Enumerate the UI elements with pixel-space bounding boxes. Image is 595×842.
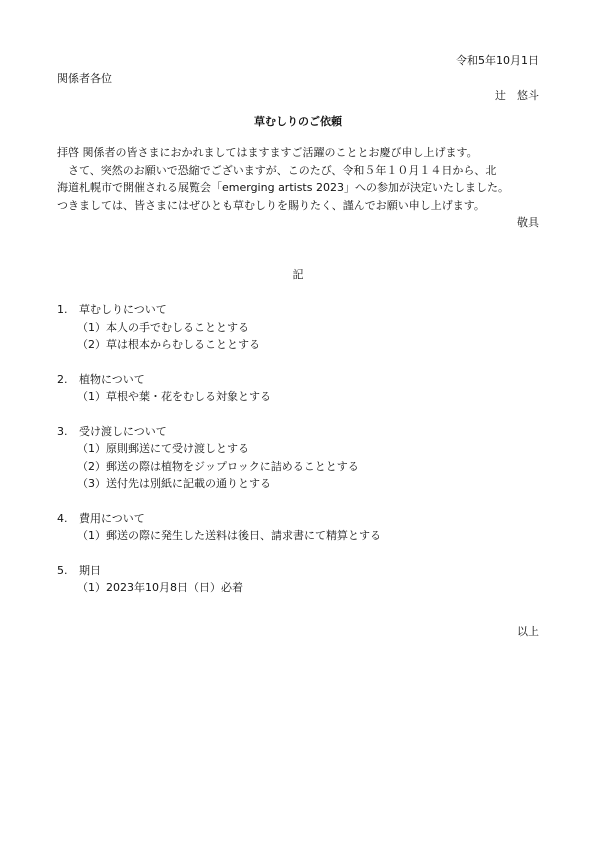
sender-name: 辻 悠斗: [495, 89, 539, 103]
body-line: さて、突然のお願いで恐縮でございますが、このたび、令和５年１０月１４日から、北: [57, 163, 497, 177]
section-heading: [57, 562, 539, 580]
section-number: 2.: [57, 372, 68, 386]
letter-body: [57, 144, 539, 214]
addressee: 関係者各位: [57, 71, 112, 85]
section-title: 受け渡しについて: [79, 424, 167, 438]
sub-item: （1）郵送の際に発生した送料は後日、請求書にて精算とする: [77, 529, 381, 543]
section-5: [57, 562, 539, 597]
section-heading: [57, 423, 539, 441]
section-1: [57, 301, 539, 354]
document-date: 令和5年10月1日: [456, 54, 539, 67]
ki-heading: 記: [292, 267, 304, 281]
sub-item: （1）2023年10月8日（日）必着: [77, 581, 243, 595]
section-2: [57, 371, 539, 406]
section-number: 1.: [57, 303, 68, 317]
section-title: 費用について: [79, 511, 145, 525]
body-line: 拝啓 関係者の皆さまにおかれましてはますますご活躍のこととお慶び申し上げます。: [57, 146, 478, 160]
sub-item: （3）送付先は別紙に記載の通りとする: [77, 477, 271, 491]
sub-item: （2）郵送の際は植物をジップロックに詰めることとする: [77, 459, 359, 473]
items-list: [57, 301, 539, 597]
body-line: 海道札幌市で開催される展覧会「emerging artists 2023」への参加が決定いたしました。: [57, 181, 509, 195]
document-page: [57, 52, 539, 652]
section-heading: [57, 371, 539, 389]
sub-item: （1）本人の手でむしることとする: [77, 320, 249, 334]
section-heading: [57, 301, 539, 319]
section-heading: [57, 510, 539, 528]
sub-item: （1）原則郵送にて受け渡しとする: [77, 442, 249, 456]
section-4: [57, 510, 539, 545]
section-3: [57, 423, 539, 493]
sub-item: （1）草根や葉・花をむしる対象とする: [77, 390, 271, 404]
closing-keigu: 敬具: [517, 216, 539, 230]
section-number: 3.: [57, 424, 68, 438]
document-title: 草むしりのご依頼: [254, 114, 342, 128]
section-title: 植物について: [79, 372, 145, 386]
section-number: 4.: [57, 511, 68, 525]
body-line: つきましては、皆さまにはぜひとも草むしりを賜りたく、謹んでお願い申し上げます。: [57, 198, 485, 212]
section-title: 草むしりについて: [79, 303, 167, 317]
sub-item: （2）草は根本からむしることとする: [77, 338, 260, 352]
section-title: 期日: [79, 563, 101, 577]
section-number: 5.: [57, 563, 68, 577]
closing-ijo: 以上: [517, 624, 539, 638]
